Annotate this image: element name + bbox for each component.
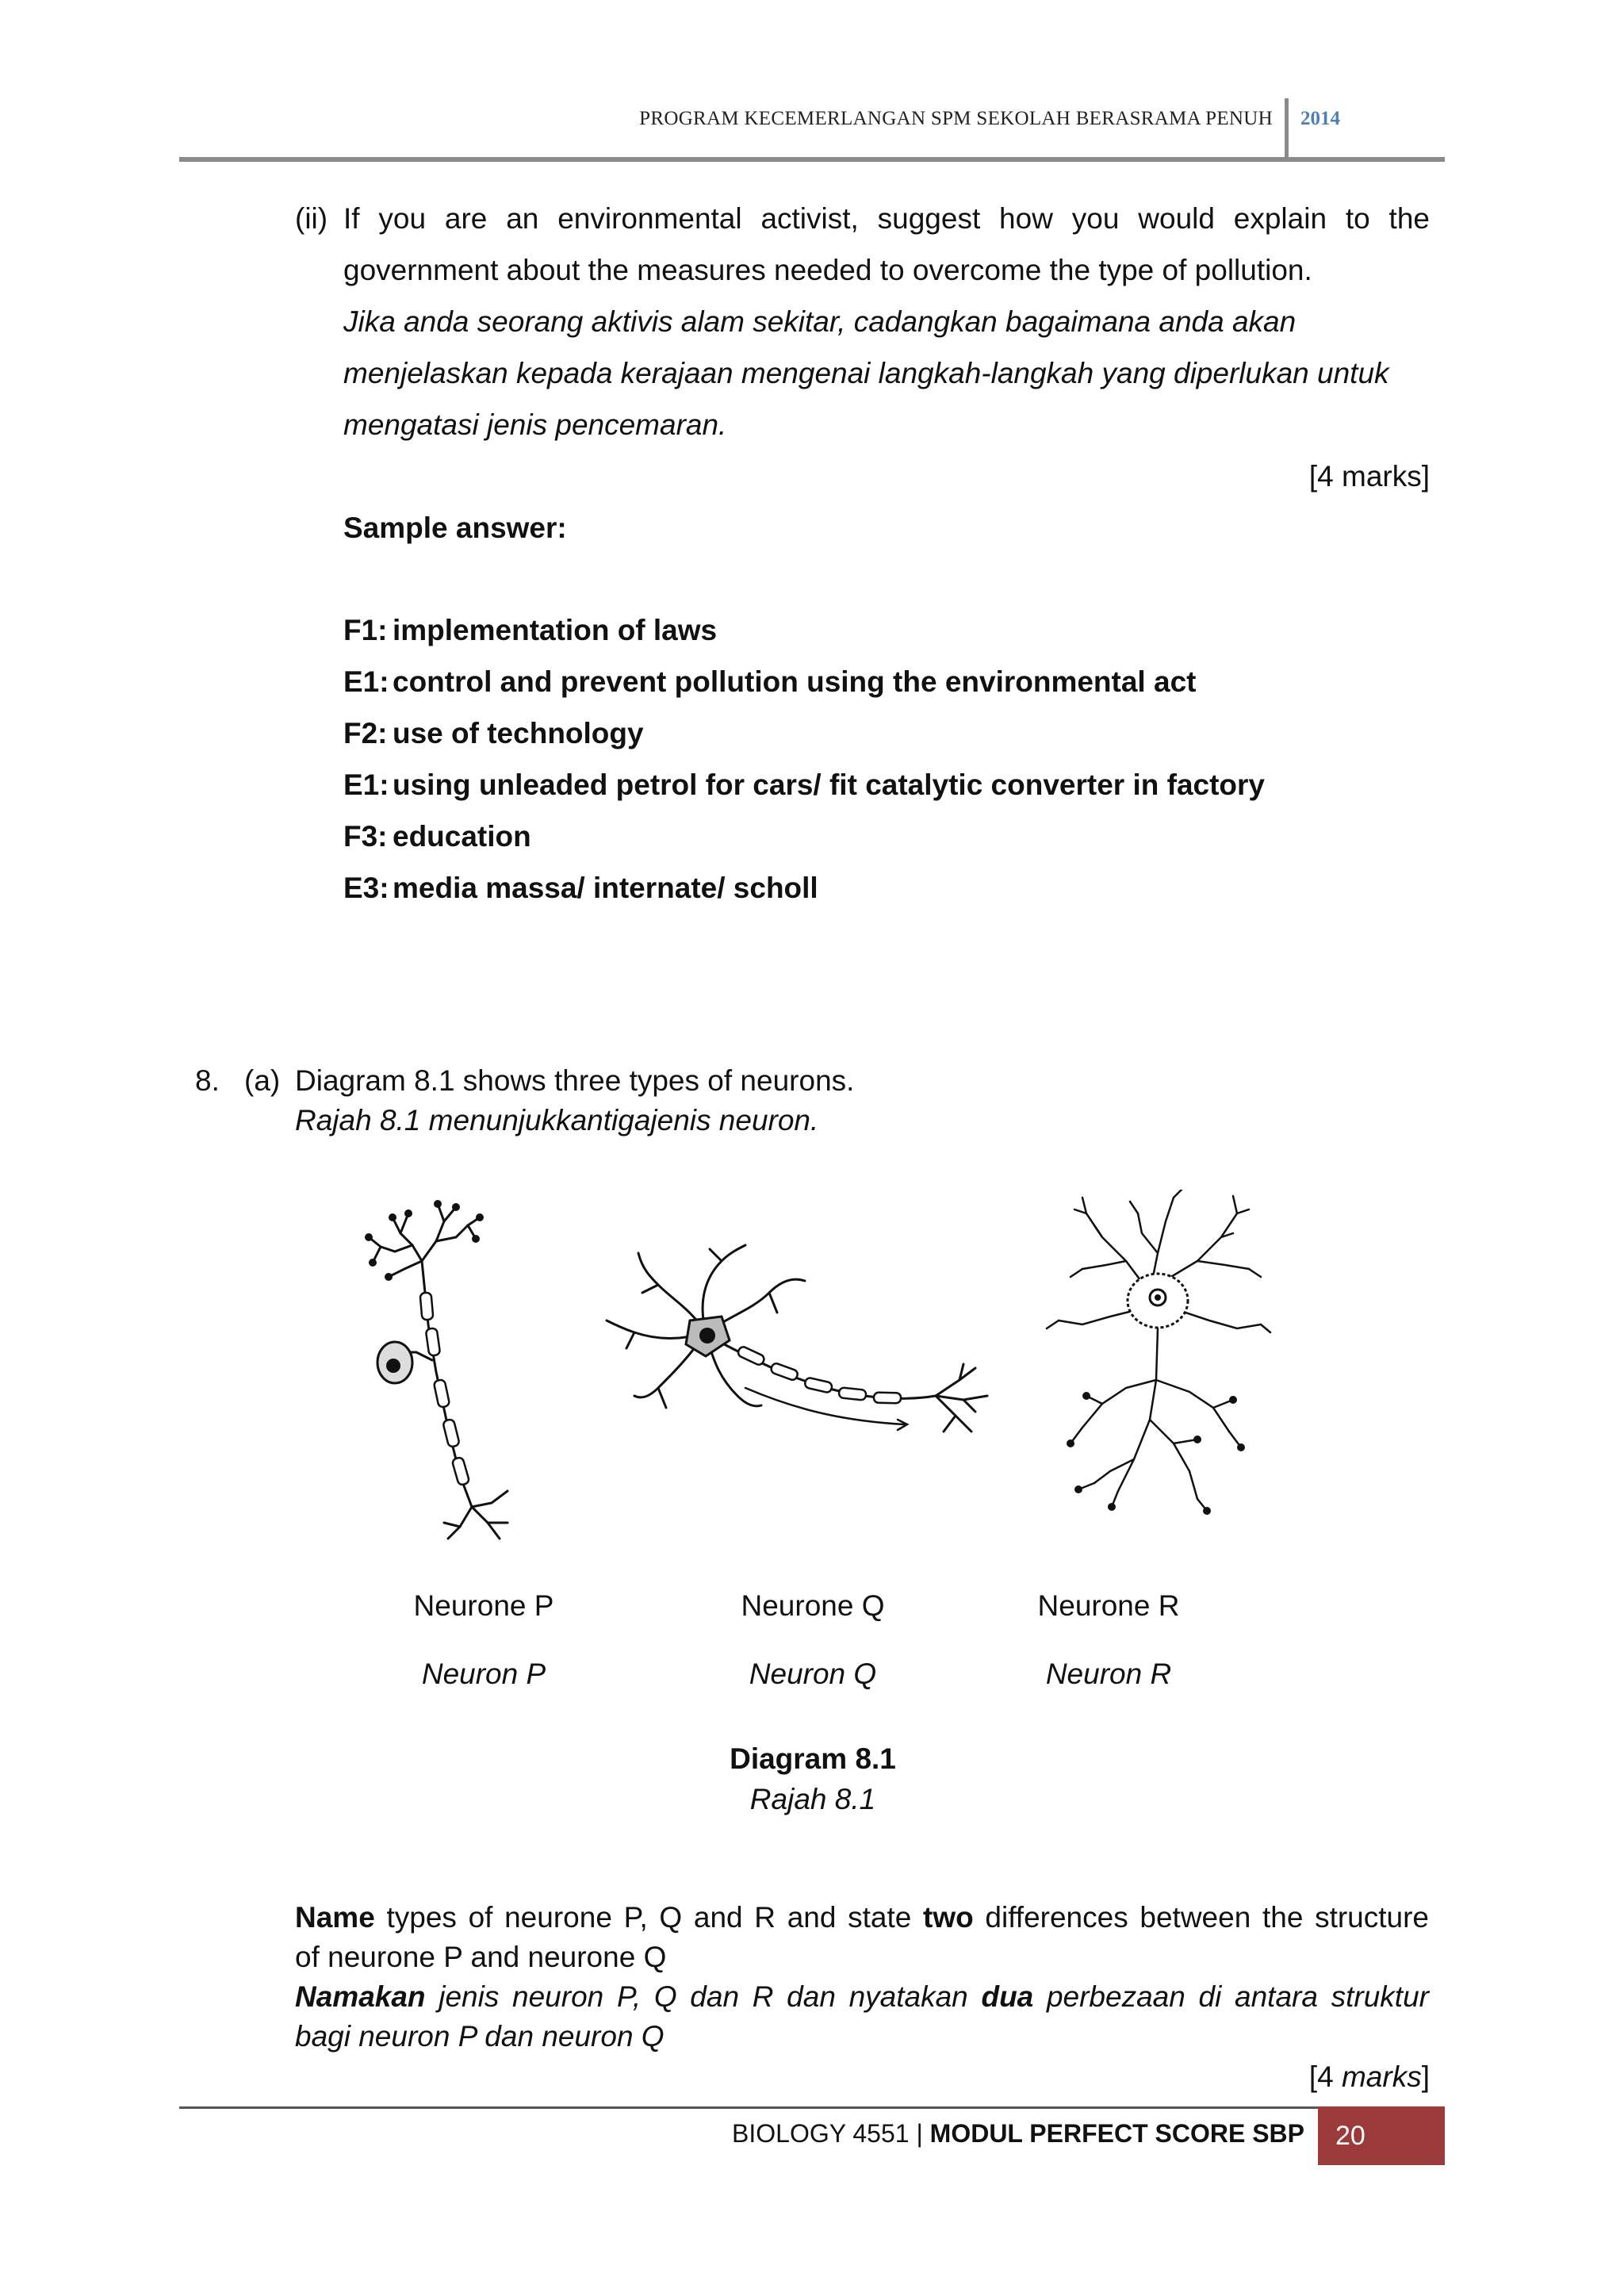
task-ms-text: jenis neuron P, Q dan R dan nyatakan: [425, 1980, 982, 2013]
question-ii-marks: [4 marks]: [1308, 460, 1430, 493]
footer-title: [674, 2119, 1304, 2148]
neuron-r-label-ms: Neuron R: [1045, 1658, 1172, 1690]
footer-module: MODUL PERFECT SCORE SBP: [929, 2119, 1304, 2148]
answer-row: [343, 872, 818, 905]
question-ii-en-line2: government about the measures needed to overcome the type of pollution.: [343, 254, 1312, 286]
task-en-text: types of neurone P, Q and R and state: [374, 1901, 924, 1934]
marks-open: [4: [1308, 2060, 1342, 2093]
question-8-marks: [1189, 2057, 1430, 2097]
footer-separator: |: [916, 2119, 923, 2148]
neurone-r-illustration: [1039, 1190, 1277, 1523]
task-ms-text: perbezaan di antara struktur: [1033, 1980, 1429, 2013]
task-en-line2: of neurone P and neurone Q: [295, 1941, 667, 1973]
task-en-keyword-name: Name: [295, 1901, 375, 1934]
marks-close: ]: [1421, 2060, 1430, 2093]
footer-course: BIOLOGY 4551: [732, 2119, 910, 2148]
neurone-p-illustration: [349, 1190, 587, 1547]
answer-code: F3:: [343, 820, 388, 853]
question-ii-ms-line1: Jika anda seorang aktivis alam sekitar, cadangkan bagaimana anda akan: [343, 305, 1297, 338]
task-en-line1: [295, 1898, 1429, 1938]
diagram-title-ms: Rajah 8.1: [749, 1783, 876, 1815]
task-en-text: differences between the structure: [973, 1901, 1430, 1934]
question-ii-ms-line3: mengatasi jenis pencemaran.: [343, 408, 727, 441]
task-en-keyword-two: two: [923, 1901, 974, 1934]
answer-text: control and prevent pollution using the environmental act: [393, 665, 1197, 698]
marks-word: marks: [1341, 2060, 1422, 2093]
answer-row: [343, 820, 531, 853]
header-separator: [1285, 98, 1289, 160]
answer-text: media massa/ internate/ scholl: [393, 872, 818, 904]
footer-rule: [179, 2106, 1445, 2109]
header-rule: [179, 157, 1445, 162]
answer-row: [343, 614, 717, 647]
answer-text: education: [393, 820, 531, 853]
answer-row: [343, 665, 1196, 699]
answer-text: use of technology: [393, 717, 644, 749]
task-ms-line2: bagi neuron P dan neuron Q: [295, 2020, 665, 2053]
question-8-part: (a): [244, 1064, 281, 1097]
neurone-q-illustration: [603, 1237, 999, 1491]
task-ms-keyword-name: Namakan: [295, 1980, 426, 2013]
question-8-intro-en: Diagram 8.1 shows three types of neurons.: [295, 1064, 855, 1097]
question-ii-en-line1: If you are an environmental activist, suggest how you would explain to the: [343, 202, 1430, 235]
question-ii-ms-line2: menjelaskan kepada kerajaan mengenai langkah-langkah yang diperlukan untuk: [343, 357, 1389, 389]
question-8-number: 8.: [195, 1064, 220, 1097]
answer-row: [343, 717, 644, 750]
neuron-p-label-ms: Neuron P: [421, 1658, 546, 1690]
task-ms-keyword-two: dua: [981, 1980, 1034, 2013]
sample-answer-heading: Sample answer:: [343, 512, 567, 544]
answer-code: F2:: [343, 717, 388, 749]
page-number: 20: [1318, 2106, 1445, 2165]
neurone-p-label: Neurone P: [413, 1589, 554, 1622]
header-program-title: PROGRAM KECEMERLANGAN SPM SEKOLAH BERASRAMA PENUH: [639, 108, 1273, 129]
answer-code: F1:: [343, 614, 388, 646]
answer-text: implementation of laws: [393, 614, 718, 646]
answer-code: E1:: [343, 665, 389, 698]
task-ms-line1: [295, 1977, 1429, 2017]
question-8-intro-ms: Rajah 8.1 menunjukkantigajenis neuron.: [295, 1104, 819, 1137]
answer-code: E3:: [343, 872, 389, 904]
answer-code: E1:: [343, 769, 389, 801]
answer-row: [343, 769, 1265, 802]
header-year: 2014: [1300, 108, 1340, 129]
neurone-q-label: Neurone Q: [741, 1589, 885, 1622]
neurone-r-label: Neurone R: [1037, 1589, 1180, 1622]
question-ii-number: (ii): [295, 202, 328, 235]
neuron-q-label-ms: Neuron Q: [749, 1658, 877, 1690]
diagram-title: Diagram 8.1: [730, 1742, 896, 1775]
answer-text: using unleaded petrol for cars/ fit catalytic converter in factory: [393, 769, 1266, 801]
